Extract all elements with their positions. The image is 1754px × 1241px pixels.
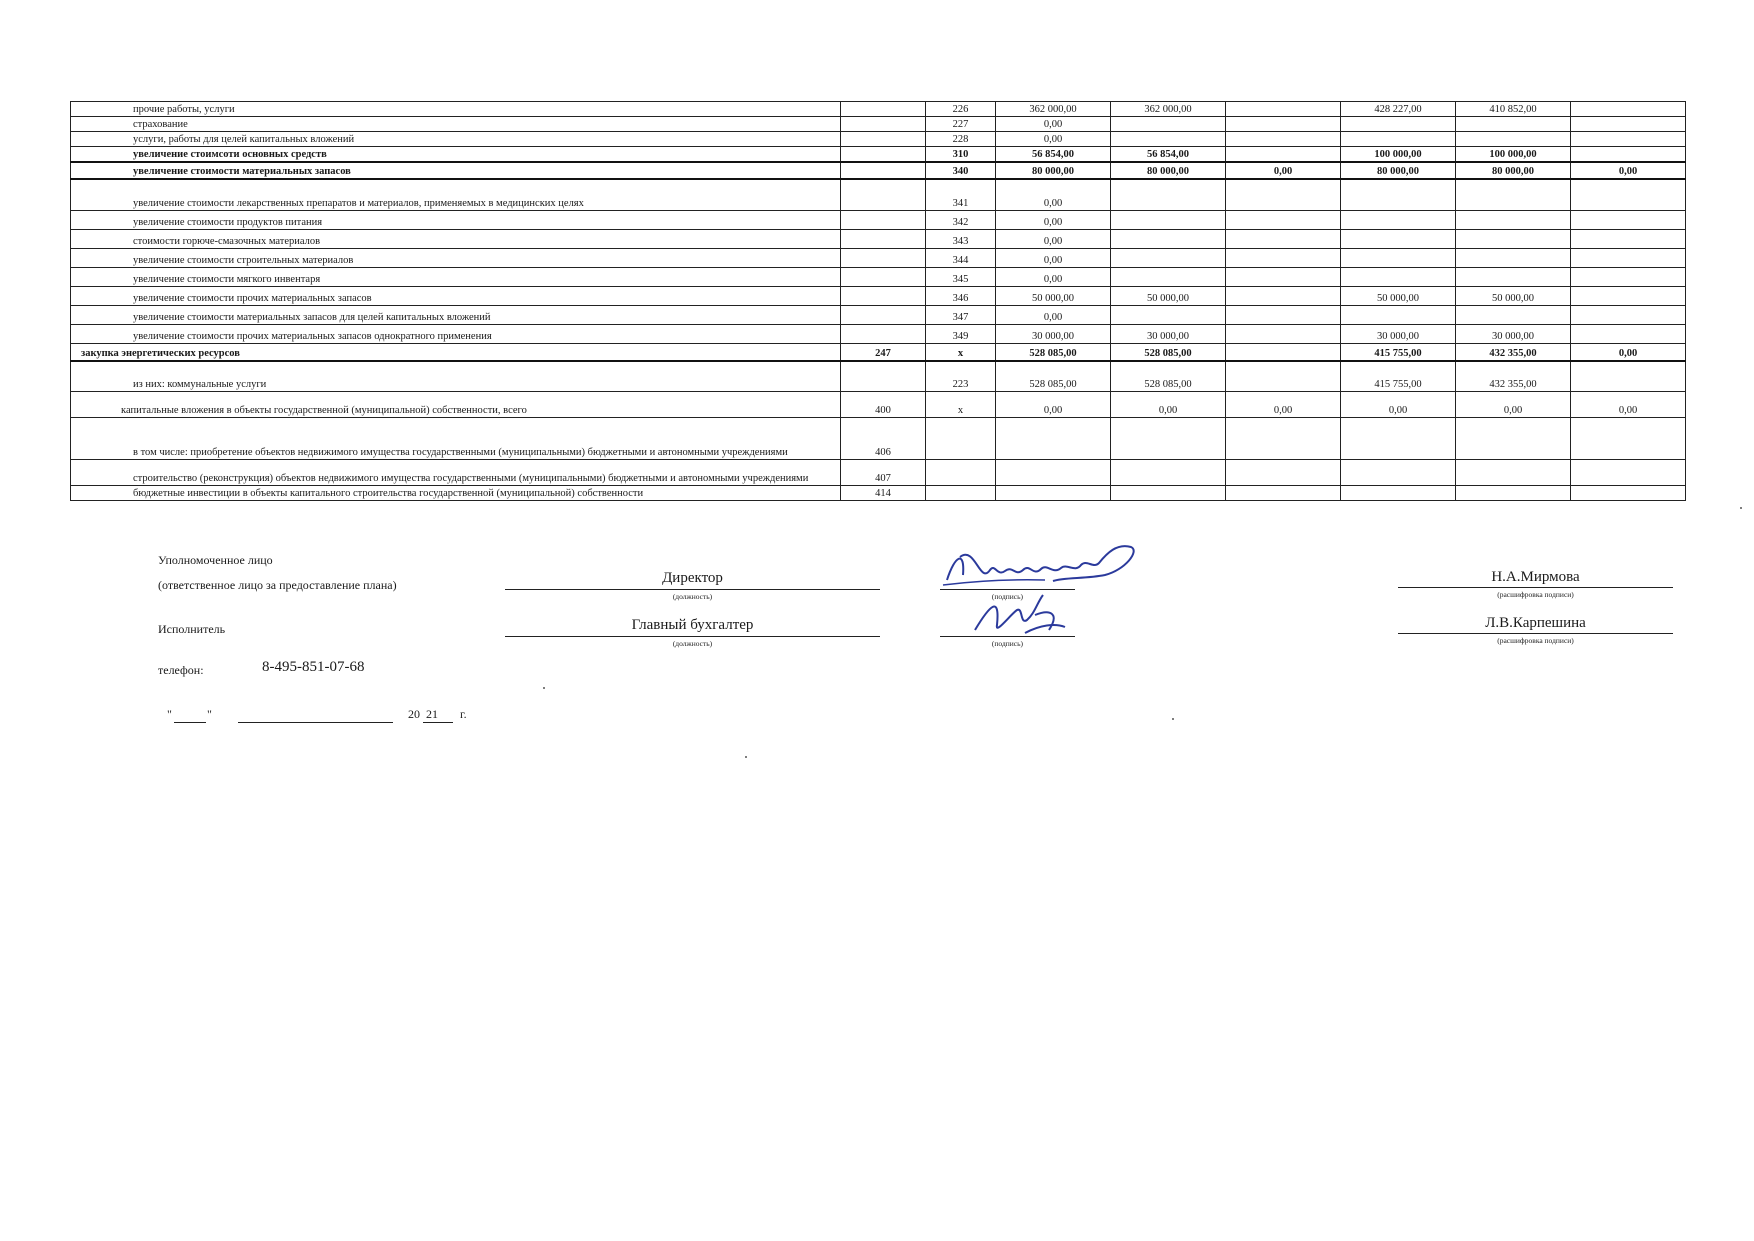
row-value-cell: 0,00 (1226, 162, 1341, 179)
row-value-cell (1571, 132, 1686, 147)
row-kosgu-cell: x (926, 392, 996, 418)
row-code-cell: 400 (841, 392, 926, 418)
row-value-cell (1226, 361, 1341, 392)
scan-speck (1740, 507, 1742, 509)
scan-speck (745, 756, 747, 758)
row-value-cell (1456, 486, 1571, 501)
row-value-cell: 30 000,00 (996, 325, 1111, 344)
row-name-cell: капитальные вложения в объекты государственной (муниципальной) собственности, всего (71, 392, 841, 418)
director-signature-caption: (подпись) (991, 592, 1024, 601)
row-value-cell: 432 355,00 (1456, 344, 1571, 361)
scan-speck (1172, 718, 1174, 720)
row-code-cell (841, 361, 926, 392)
table-row (71, 249, 1686, 268)
row-value-cell (1111, 460, 1226, 486)
row-value-cell (1571, 147, 1686, 162)
row-value-cell: 50 000,00 (1341, 287, 1456, 306)
row-value-cell (1111, 268, 1226, 287)
row-value-cell: 415 755,00 (1341, 344, 1456, 361)
row-value-cell: 410 852,00 (1456, 102, 1571, 117)
date-g: г. (460, 707, 467, 721)
row-value-cell: 80 000,00 (1341, 162, 1456, 179)
row-kosgu-cell: 345 (926, 268, 996, 287)
row-value-cell (1341, 249, 1456, 268)
table-row (71, 325, 1686, 344)
row-value-cell (996, 418, 1111, 460)
row-code-cell (841, 211, 926, 230)
row-value-cell: 432 355,00 (1456, 361, 1571, 392)
row-kosgu-cell (926, 418, 996, 460)
row-kosgu-cell: 347 (926, 306, 996, 325)
row-value-cell (1571, 361, 1686, 392)
plan-table (70, 101, 1686, 501)
director-position-caption: (должность) (672, 592, 713, 601)
row-value-cell (1226, 418, 1341, 460)
row-value-cell (1226, 102, 1341, 117)
row-value-cell: 0,00 (1111, 392, 1226, 418)
row-value-cell (1571, 460, 1686, 486)
director-name-caption: (расшифровка подписи) (1497, 590, 1574, 599)
row-name-cell: увеличение стоимости прочих материальных запасов (71, 287, 841, 306)
row-name-cell: стоимости горюче-смазочных материалов (71, 230, 841, 249)
row-value-cell (1571, 117, 1686, 132)
executor-signature-caption: (подпись) (991, 639, 1024, 648)
row-code-cell (841, 249, 926, 268)
row-value-cell: 0,00 (996, 179, 1111, 211)
table-row (71, 361, 1686, 392)
row-value-cell (1111, 306, 1226, 325)
date-month-line (238, 722, 393, 723)
row-kosgu-cell: 340 (926, 162, 996, 179)
row-value-cell (1226, 268, 1341, 287)
row-name-cell: страхование (71, 117, 841, 132)
row-name-cell: услуги, работы для целей капитальных вложений (71, 132, 841, 147)
row-code-cell (841, 179, 926, 211)
row-value-cell (1456, 460, 1571, 486)
table-row (71, 179, 1686, 211)
table-row (71, 392, 1686, 418)
row-value-cell (1456, 211, 1571, 230)
row-value-cell: 100 000,00 (1341, 147, 1456, 162)
row-name-cell: увеличение стоимости строительных материалов (71, 249, 841, 268)
date-quote-open: " (167, 707, 172, 721)
row-value-cell (1341, 486, 1456, 501)
row-value-cell: 30 000,00 (1456, 325, 1571, 344)
phone-label: телефон: (158, 663, 204, 677)
table-row (71, 162, 1686, 179)
plan-table-body (71, 102, 1686, 501)
row-value-cell: 0,00 (996, 211, 1111, 230)
row-value-cell (996, 486, 1111, 501)
row-kosgu-cell: 228 (926, 132, 996, 147)
row-value-cell (1111, 486, 1226, 501)
table-row (71, 287, 1686, 306)
row-code-cell: 414 (841, 486, 926, 501)
row-value-cell: 415 755,00 (1341, 361, 1456, 392)
executor-label: Исполнитель (158, 622, 226, 636)
row-value-cell (1571, 179, 1686, 211)
row-value-cell: 100 000,00 (1456, 147, 1571, 162)
row-value-cell: 428 227,00 (1341, 102, 1456, 117)
row-name-cell: увеличение стоимости продуктов питания (71, 211, 841, 230)
row-value-cell: 80 000,00 (1456, 162, 1571, 179)
row-value-cell (1341, 268, 1456, 287)
row-value-cell (1456, 179, 1571, 211)
row-value-cell (1226, 211, 1341, 230)
row-value-cell (1571, 211, 1686, 230)
row-kosgu-cell: 346 (926, 287, 996, 306)
table-row (71, 268, 1686, 287)
row-value-cell: 56 854,00 (996, 147, 1111, 162)
row-value-cell (1226, 344, 1341, 361)
row-code-cell (841, 132, 926, 147)
row-value-cell: 50 000,00 (996, 287, 1111, 306)
row-value-cell (1226, 147, 1341, 162)
row-value-cell (1571, 486, 1686, 501)
row-kosgu-cell (926, 486, 996, 501)
row-value-cell (1571, 325, 1686, 344)
row-kosgu-cell: 343 (926, 230, 996, 249)
row-value-cell: 0,00 (1341, 392, 1456, 418)
row-code-cell (841, 306, 926, 325)
row-value-cell (1456, 306, 1571, 325)
row-kosgu-cell: 226 (926, 102, 996, 117)
row-value-cell (1456, 117, 1571, 132)
row-value-cell: 50 000,00 (1111, 287, 1226, 306)
row-value-cell: 0,00 (1226, 392, 1341, 418)
executor-signature-image (965, 585, 1075, 640)
row-value-cell (1571, 287, 1686, 306)
table-row (71, 418, 1686, 460)
row-code-cell (841, 162, 926, 179)
row-value-cell: 528 085,00 (996, 344, 1111, 361)
row-kosgu-cell: 223 (926, 361, 996, 392)
row-code-cell (841, 147, 926, 162)
row-value-cell: 528 085,00 (996, 361, 1111, 392)
row-value-cell (1111, 230, 1226, 249)
row-value-cell (1341, 211, 1456, 230)
phone-value: 8-495-851-07-68 (262, 659, 365, 675)
table-row (71, 211, 1686, 230)
row-value-cell: 0,00 (996, 306, 1111, 325)
director-position: Директор (662, 570, 723, 586)
row-name-cell: в том числе: приобретение объектов недвижимого имущества государственными (муниципальными) бюджетными и автономными учреждениями (71, 418, 841, 460)
row-value-cell: 56 854,00 (1111, 147, 1226, 162)
row-value-cell (1571, 306, 1686, 325)
row-name-cell: увеличение стоимости материальных запасов (71, 162, 841, 179)
row-value-cell (1111, 179, 1226, 211)
row-value-cell: 0,00 (996, 268, 1111, 287)
row-value-cell: 528 085,00 (1111, 344, 1226, 361)
row-value-cell: 528 085,00 (1111, 361, 1226, 392)
row-value-cell (1456, 230, 1571, 249)
row-code-cell: 406 (841, 418, 926, 460)
row-name-cell: строительство (реконструкция) объектов недвижимого имущества государственными (муниципальными) бюджетными и автономными учреждениями (71, 460, 841, 486)
row-value-cell (1571, 102, 1686, 117)
director-name: Н.А.Мирмова (1491, 569, 1580, 585)
row-name-cell: увеличение стоимости прочих материальных запасов однократного применения (71, 325, 841, 344)
row-value-cell (1341, 230, 1456, 249)
row-value-cell (1226, 325, 1341, 344)
row-code-cell: 407 (841, 460, 926, 486)
director-name-line (1398, 587, 1673, 588)
date-year-line (423, 722, 453, 723)
row-value-cell (1111, 117, 1226, 132)
row-value-cell (1571, 418, 1686, 460)
row-code-cell (841, 102, 926, 117)
row-value-cell: 0,00 (1571, 344, 1686, 361)
executor-position-line (505, 636, 880, 637)
table-row (71, 147, 1686, 162)
table-row (71, 230, 1686, 249)
table-row (71, 486, 1686, 501)
authorized-sub: (ответственное лицо за предоставление плана) (158, 578, 397, 592)
executor-position: Главный бухгалтер (631, 617, 754, 633)
row-value-cell (1341, 306, 1456, 325)
row-kosgu-cell (926, 460, 996, 486)
table-row (71, 117, 1686, 132)
row-value-cell (1226, 230, 1341, 249)
table-row (71, 460, 1686, 486)
row-value-cell (1226, 486, 1341, 501)
date-year-suffix: 21 (426, 707, 438, 721)
table-row (71, 132, 1686, 147)
row-kosgu-cell: 341 (926, 179, 996, 211)
row-value-cell: 0,00 (996, 249, 1111, 268)
row-value-cell: 362 000,00 (996, 102, 1111, 117)
row-value-cell: 30 000,00 (1341, 325, 1456, 344)
row-value-cell: 0,00 (1456, 392, 1571, 418)
row-value-cell (1226, 179, 1341, 211)
row-value-cell: 0,00 (996, 132, 1111, 147)
row-name-cell: увеличение стоимости лекарственных препаратов и материалов, применяемых в медицинских целях (71, 179, 841, 211)
row-name-cell: увеличение стоимости мягкого инвентаря (71, 268, 841, 287)
row-value-cell (1341, 418, 1456, 460)
row-value-cell (1341, 460, 1456, 486)
row-value-cell (1226, 132, 1341, 147)
executor-name-line (1398, 633, 1673, 634)
row-value-cell (996, 460, 1111, 486)
executor-name: Л.В.Карпешина (1485, 615, 1586, 631)
row-kosgu-cell: 227 (926, 117, 996, 132)
row-value-cell (1111, 418, 1226, 460)
row-value-cell: 0,00 (996, 392, 1111, 418)
row-code-cell (841, 117, 926, 132)
row-name-cell: увеличение стоимсоти основных средств (71, 147, 841, 162)
row-value-cell (1226, 460, 1341, 486)
row-value-cell: 0,00 (1571, 162, 1686, 179)
row-value-cell (1226, 306, 1341, 325)
executor-name-caption: (расшифровка подписи) (1497, 636, 1574, 645)
row-kosgu-cell: 344 (926, 249, 996, 268)
row-value-cell (1571, 268, 1686, 287)
row-name-cell: из них: коммунальные услуги (71, 361, 841, 392)
row-value-cell (1341, 132, 1456, 147)
date-year-prefix: 20 (408, 707, 420, 721)
table-row (71, 344, 1686, 361)
row-value-cell (1226, 117, 1341, 132)
date-quote-close: " (207, 707, 212, 721)
row-code-cell (841, 268, 926, 287)
row-value-cell (1456, 268, 1571, 287)
table-row (71, 306, 1686, 325)
row-value-cell: 0,00 (996, 117, 1111, 132)
row-value-cell: 50 000,00 (1456, 287, 1571, 306)
row-value-cell (1341, 117, 1456, 132)
date-day-line (174, 722, 206, 723)
row-value-cell: 80 000,00 (1111, 162, 1226, 179)
row-value-cell (1456, 249, 1571, 268)
row-name-cell: бюджетные инвестиции в объекты капитального строительства государственной (муниципальной) собственности (71, 486, 841, 501)
row-value-cell: 80 000,00 (996, 162, 1111, 179)
row-value-cell (1226, 249, 1341, 268)
row-value-cell: 30 000,00 (1111, 325, 1226, 344)
row-name-cell: закупка энергетических ресурсов (71, 344, 841, 361)
row-value-cell (1456, 418, 1571, 460)
row-value-cell (1226, 287, 1341, 306)
row-code-cell (841, 230, 926, 249)
row-code-cell: 247 (841, 344, 926, 361)
scan-speck (543, 687, 545, 689)
row-value-cell (1571, 230, 1686, 249)
row-value-cell: 362 000,00 (1111, 102, 1226, 117)
row-name-cell: прочие работы, услуги (71, 102, 841, 117)
authorized-label: Уполномоченное лицо (158, 553, 273, 567)
row-value-cell (1571, 249, 1686, 268)
director-position-line (505, 589, 880, 590)
row-kosgu-cell: 349 (926, 325, 996, 344)
row-kosgu-cell: x (926, 344, 996, 361)
row-code-cell (841, 287, 926, 306)
row-value-cell: 0,00 (996, 230, 1111, 249)
row-value-cell (1111, 211, 1226, 230)
row-value-cell (1111, 249, 1226, 268)
row-value-cell: 0,00 (1571, 392, 1686, 418)
table-row (71, 102, 1686, 117)
row-code-cell (841, 325, 926, 344)
executor-position-caption: (должность) (672, 639, 713, 648)
row-value-cell (1456, 132, 1571, 147)
row-kosgu-cell: 342 (926, 211, 996, 230)
row-name-cell: увеличение стоимости материальных запасов для целей капитальных вложений (71, 306, 841, 325)
row-kosgu-cell: 310 (926, 147, 996, 162)
row-value-cell (1341, 179, 1456, 211)
row-value-cell (1111, 132, 1226, 147)
